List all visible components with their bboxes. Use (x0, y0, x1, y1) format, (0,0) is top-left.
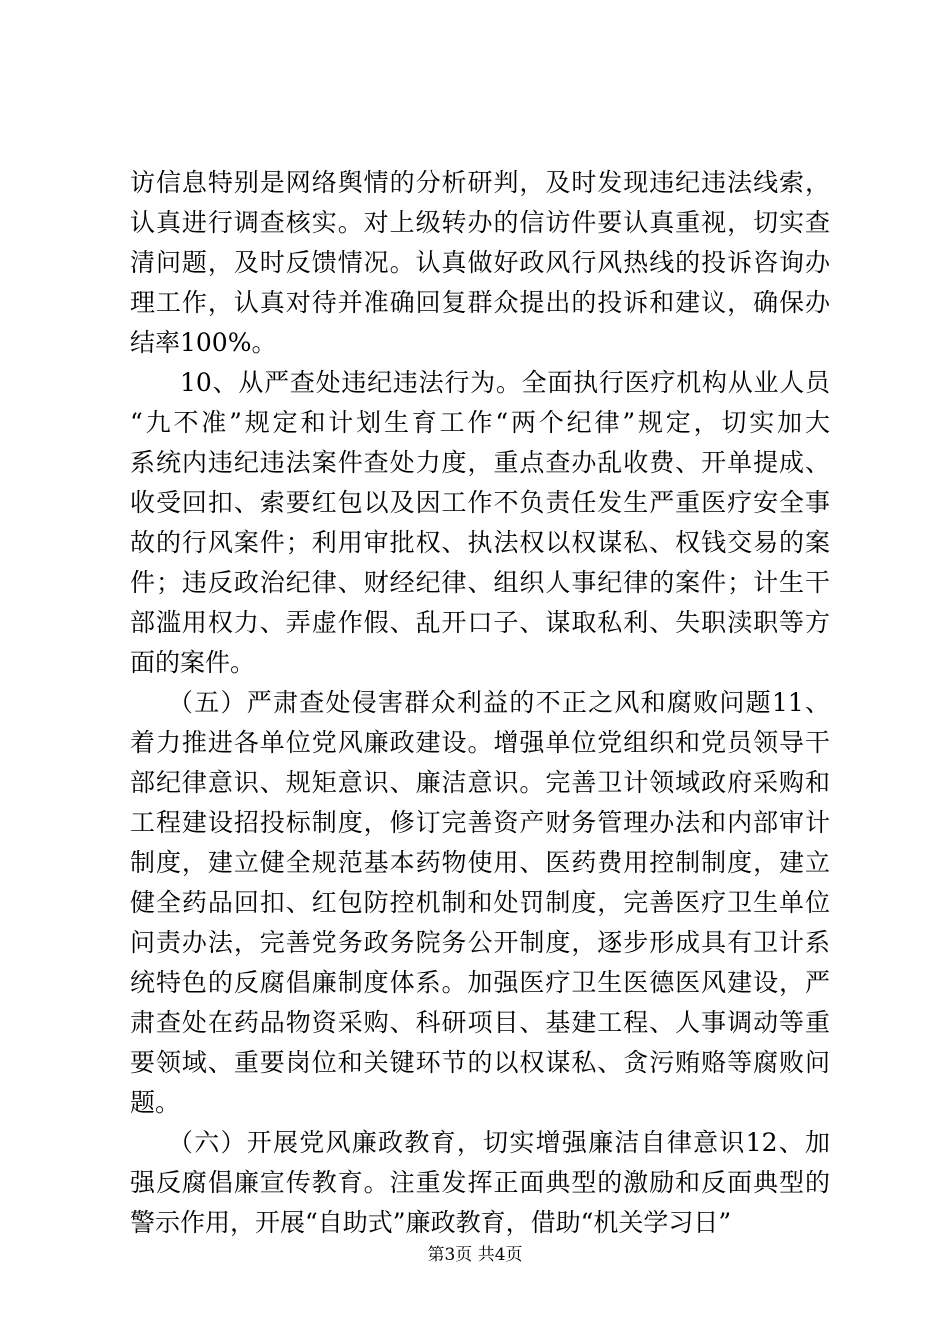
body-text-line: 统特色的反腐倡廉制度体系。加强医疗卫生医德医风建设，严 (130, 968, 830, 997)
section-heading-line: （五）严肃查处侵害群众利益的不正之风和腐败问题11、 (168, 688, 830, 717)
body-text-line: 题。 (130, 1088, 181, 1117)
body-text-line: 健全药品回扣、红包防控机制和处罚制度，完善医疗卫生单位 (130, 888, 830, 917)
body-text-line: 结率100%。 (130, 328, 277, 357)
body-text-line: 系统内违纪违法案件查处力度，重点查办乱收费、开单提成、 (130, 448, 830, 477)
body-text-line: 肃查处在药品物资采购、科研项目、基建工程、人事调动等重 (130, 1008, 830, 1037)
body-text-line: 收受回扣、索要红包以及因工作不负责任发生严重医疗安全事 (130, 488, 830, 517)
body-text-line: 强反腐倡廉宣传教育。注重发挥正面典型的激励和反面典型的 (130, 1168, 830, 1197)
body-text-line: 制度，建立健全规范基本药物使用、医药费用控制制度，建立 (130, 848, 830, 877)
body-text-line: 故的行风案件；利用审批权、执法权以权谋私、权钱交易的案 (130, 528, 830, 557)
paragraph-first-line: 10、从严查处违纪违法行为。全面执行医疗机构从业人员 (180, 368, 830, 397)
body-text-line: 要领域、重要岗位和关键环节的以权谋私、贪污贿赂等腐败问 (130, 1048, 830, 1077)
page-footer: 第3页 共4页 (427, 1245, 523, 1265)
body-text-line: 问责办法，完善党务政务院务公开制度，逐步形成具有卫计系 (130, 928, 830, 957)
body-text-line: 访信息特别是网络舆情的分析研判，及时发现违纪违法线索， (130, 168, 830, 197)
section-heading-line: （六）开展党风廉政教育，切实增强廉洁自律意识12、加 (168, 1128, 830, 1157)
body-text-line: “九不准”规定和计划生育工作“两个纪律”规定，切实加大 (130, 408, 830, 437)
body-text-line: 认真进行调查核实。对上级转办的信访件要认真重视，切实查 (130, 208, 830, 237)
body-text-line: 面的案件。 (130, 648, 256, 677)
body-text-line: 理工作，认真对待并准确回复群众提出的投诉和建议，确保办 (130, 288, 830, 317)
body-text-line: 着力推进各单位党风廉政建设。增强单位党组织和党员领导干 (130, 728, 830, 757)
body-text-line: 警示作用，开展“自助式”廉政教育，借助“机关学习日” (130, 1208, 732, 1237)
body-text-line: 件；违反政治纪律、财经纪律、组织人事纪律的案件；计生干 (130, 568, 830, 597)
body-text-line: 部滥用权力、弄虚作假、乱开口子、谋取私利、失职渎职等方 (130, 608, 830, 637)
body-text-line: 部纪律意识、规矩意识、廉洁意识。完善卫计领域政府采购和 (130, 768, 830, 797)
body-text-line: 工程建设招投标制度，修订完善资产财务管理办法和内部审计 (130, 808, 830, 837)
body-text-line: 清问题，及时反馈情况。认真做好政风行风热线的投诉咨询办 (130, 248, 830, 277)
